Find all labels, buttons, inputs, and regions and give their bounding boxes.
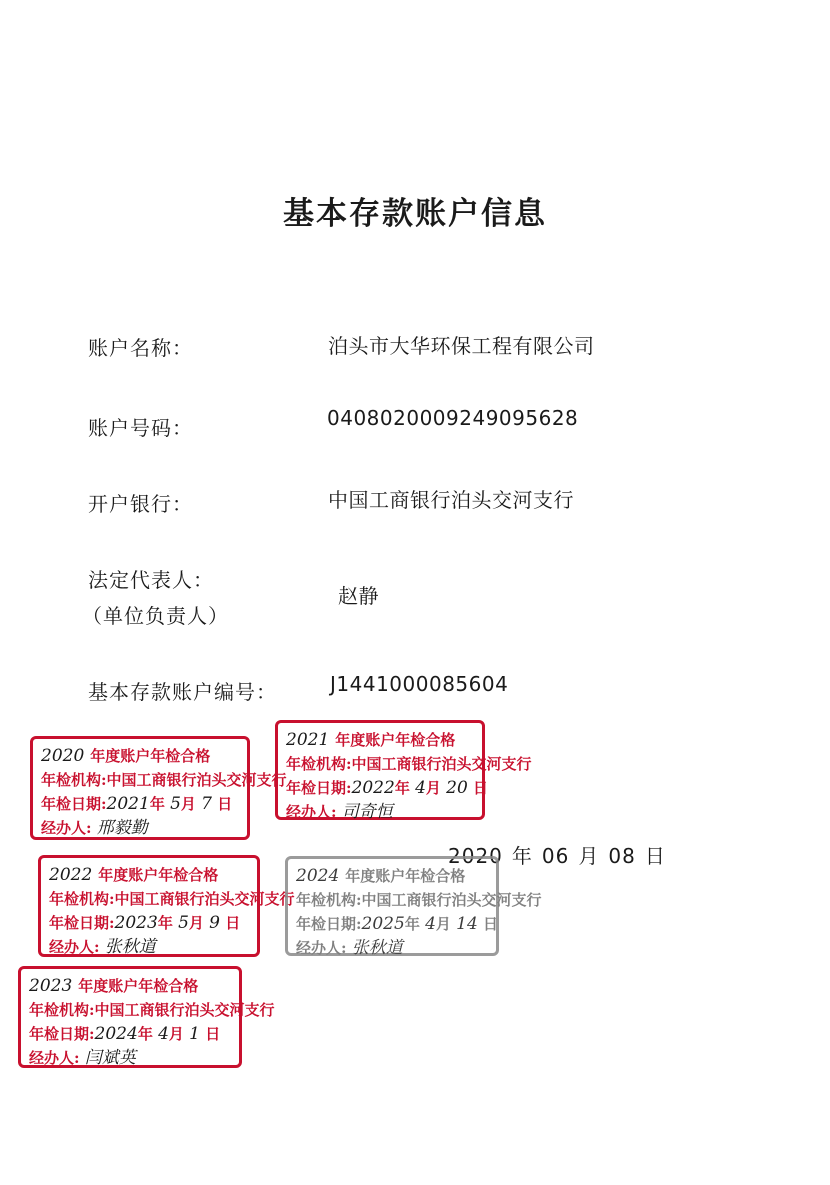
basic-account-no-label: 基本存款账户编号： — [88, 680, 277, 704]
issue-date: 2020 年 06 月 08 日 — [448, 844, 666, 868]
inspection-stamp-2023: 2023 年度账户年检合格 年检机构:中国工商银行泊头交河支行 年检日期:2024年 4月 1 日 经办人: 闫斌英 — [18, 966, 242, 1068]
document-title: 基本存款账户信息 — [283, 196, 547, 232]
legal-rep-label: 法定代表人： — [88, 568, 214, 592]
account-number-value: 0408020009249095628 — [327, 406, 579, 430]
inspection-stamp-2021: 2021 年度账户年检合格 年检机构:中国工商银行泊头交河支行 年检日期:2022年 4月 20 日 经办人: 司奇恒 — [275, 720, 485, 820]
inspection-stamp-2024: 2024 年度账户年检合格 年检机构:中国工商银行泊头交河支行 年检日期:2025年 4月 14 日 经办人: 张秋道 — [285, 856, 499, 956]
inspection-stamp-2022: 2022 年度账户年检合格 年检机构:中国工商银行泊头交河支行 年检日期:2023年 5月 9 日 经办人: 张秋道 — [38, 855, 260, 957]
account-name-value: 泊头市大华环保工程有限公司 — [328, 334, 595, 358]
legal-rep-value: 赵静 — [338, 584, 379, 608]
bank-value: 中国工商银行泊头交河支行 — [328, 488, 574, 512]
inspection-stamp-2020: 2020 年度账户年检合格 年检机构:中国工商银行泊头交河支行 年检日期:2021年 5月 7 日 经办人: 邢毅勤 — [30, 736, 250, 840]
legal-rep-sublabel: （单位负责人） — [82, 604, 229, 628]
account-name-label: 账户名称： — [88, 336, 193, 360]
account-number-label: 账户号码： — [88, 416, 193, 440]
bank-label: 开户银行： — [88, 492, 193, 516]
basic-account-no-value: J1441000085604 — [330, 672, 509, 696]
